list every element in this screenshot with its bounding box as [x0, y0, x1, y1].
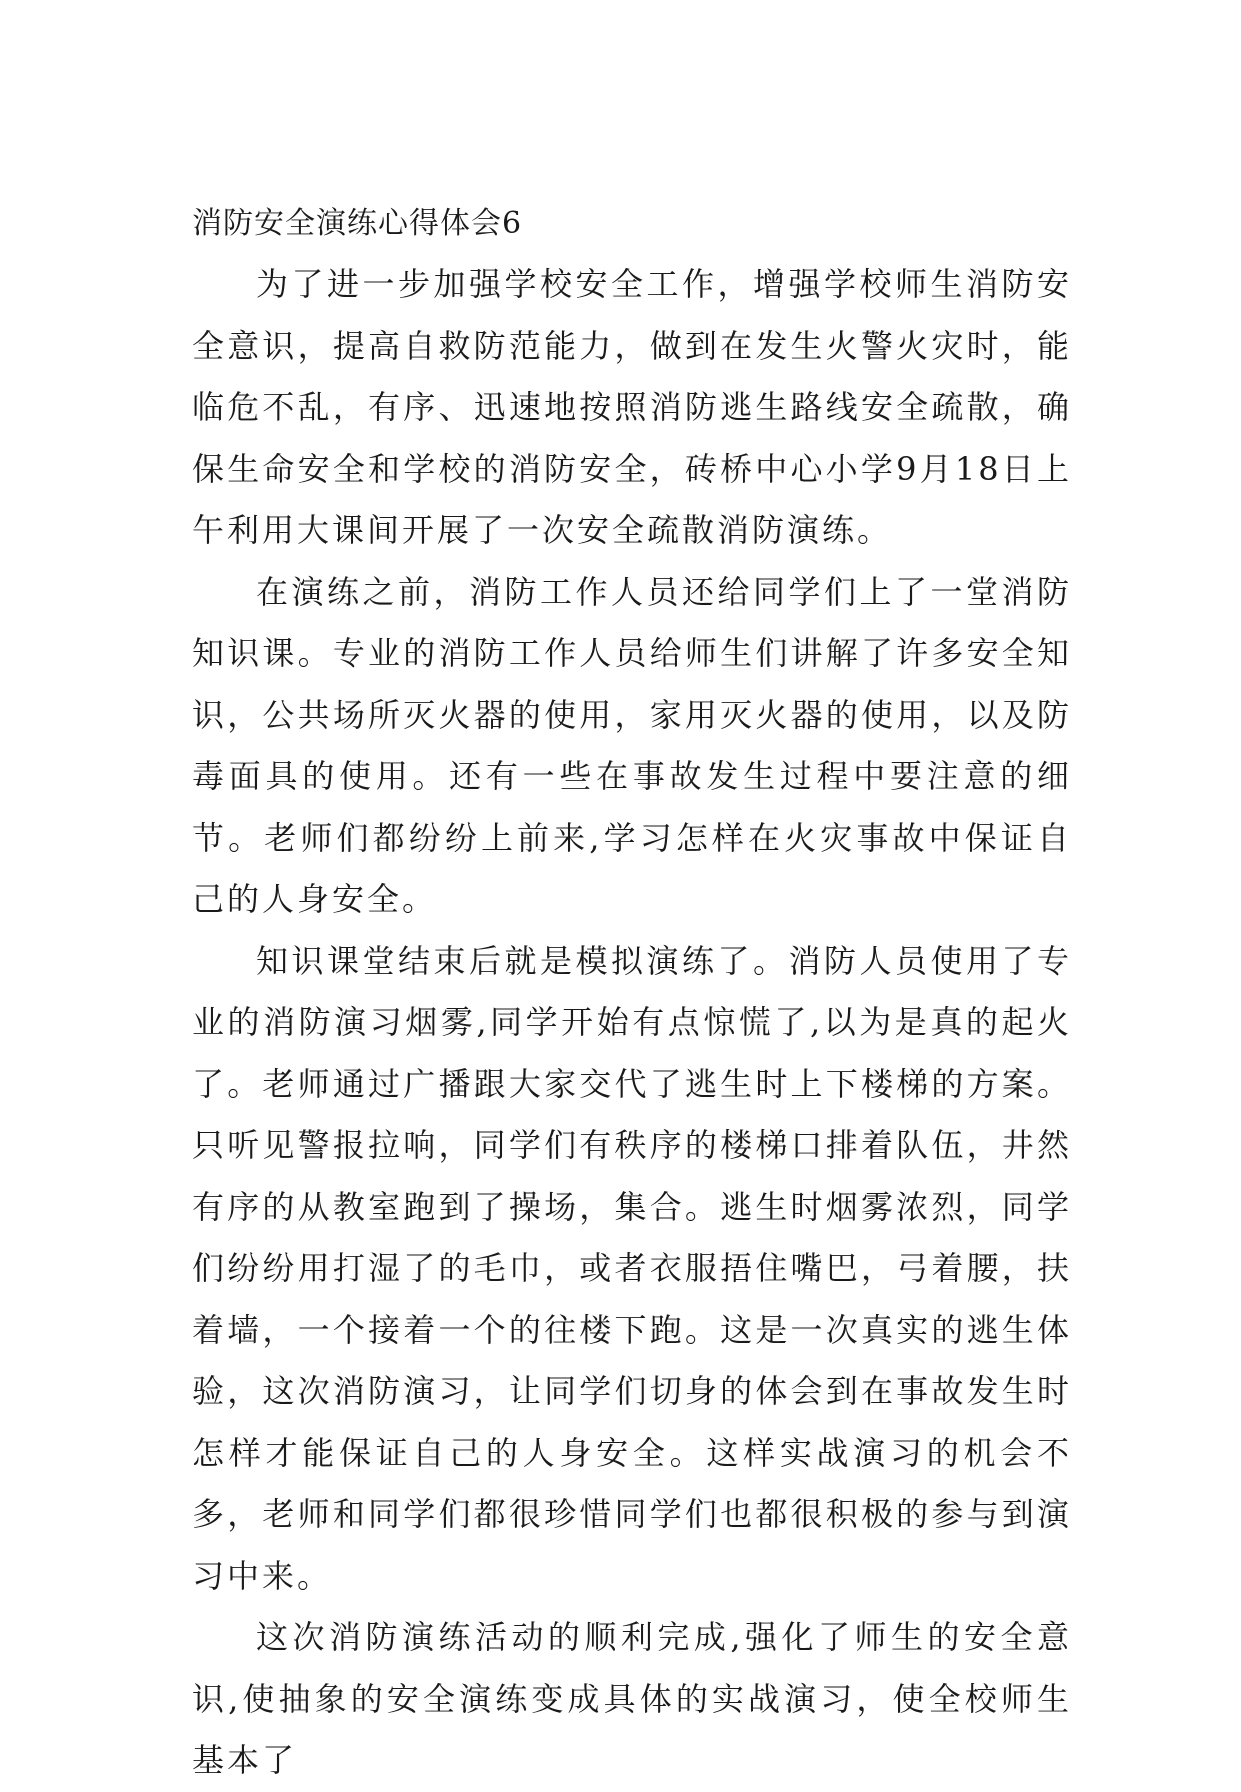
paragraph-drill-purpose: 为了进一步加强学校安全工作，增强学校师生消防安全意识，提高自救防范能力，做到在发生火警火灾时，能临危不乱，有序、迅速地按照消防逃生路线安全疏散，确保生命安全和学校的消防安全，砖桥中心小学9月18日上午利用大课间开展了一次安全疏散消防演练。	[192, 265, 1072, 549]
paragraph-conclusion: 这次消防演练活动的顺利完成,强化了师生的安全意识,使抽象的安全演练变成具体的实战演习，使全校师生基本了	[192, 1618, 1072, 1779]
document-body	[192, 194, 1072, 1792]
paragraph-knowledge-class: 在演练之前，消防工作人员还给同学们上了一堂消防知识课。专业的消防工作人员给师生们讲解了许多安全知识，公共场所灭火器的使用，家用灭火器的使用，以及防毒面具的使用。还有一些在事故发生过程中要注意的细节。老师们都纷纷上前来,学习怎样在火灾事故中保证自己的人身安全。	[192, 572, 1072, 918]
paragraph-evacuation-drill: 知识课堂结束后就是模拟演练了。消防人员使用了专业的消防演习烟雾,同学开始有点惊慌了,以为是真的起火了。老师通过广播跟大家交代了逃生时上下楼梯的方案。只听见警报拉响，同学们有秩序的楼梯口排着队伍，井然有序的从教室跑到了操场，集合。逃生时烟雾浓烈，同学们纷纷用打湿了的毛巾，或者衣服捂住嘴巴，弓着腰，扶着墙，一个接着一个的往楼下跑。这是一次真实的逃生体验，这次消防演习，让同学们切身的体会到在事故发生时怎样才能保证自己的人身安全。这样实战演习的机会不多，老师和同学们都很珍惜同学们也都很积极的参与到演习中来。	[192, 941, 1072, 1595]
document-title: 消防安全演练心得体会6	[192, 206, 523, 241]
